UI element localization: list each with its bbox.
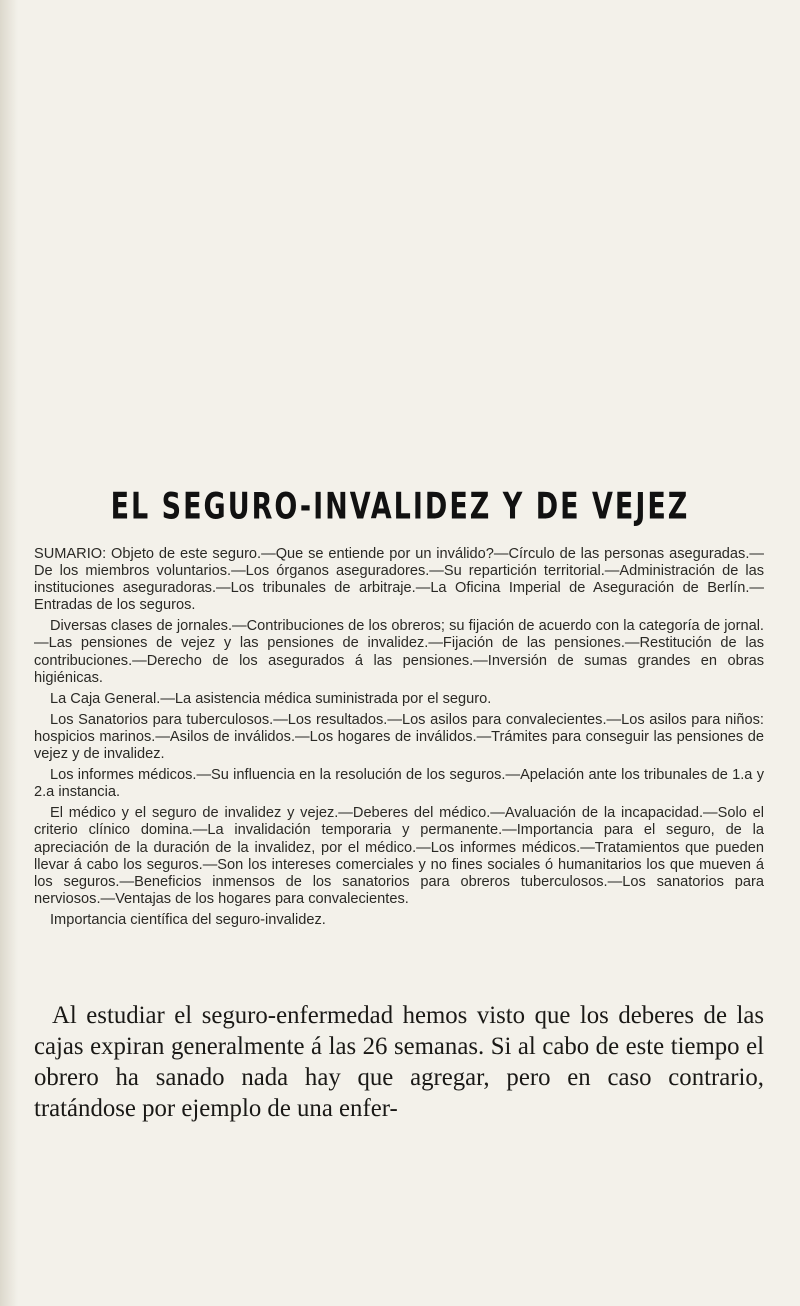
summary-paragraph: Importancia científica del seguro-invalidez. bbox=[50, 911, 326, 928]
summary-paragraph: El médico y el seguro de invalidez y vejez.—Deberes del médico.—Avaluación de la incapacidad.—Solo el criterio clínico domina.—La invalidación temporaria y permanente.—Importancia para el seguro, de la apreciación de la duración de la invalidez, por el médico.—Los informes médicos.—Tratamientos que pueden llevar á cabo los seguros.—Son los intereses comerciales y no fines sociales ó humanitarios los que mueven á los seguros.—Beneficios inmensos de los sanatorios para obreros tuberculosos.—Los sanatorios para nerviosos.—Ventajas de los hogares para convalecientes. bbox=[34, 805, 764, 907]
body-text bbox=[34, 1000, 764, 1124]
chapter-summary bbox=[34, 546, 764, 933]
body-paragraph: Al estudiar el seguro-enfermedad hemos visto que los deberes de las cajas expiran generalmente á las 26 semanas. Si al cabo de este tiempo el obrero ha sanado nada hay que agregar, pero en caso contrario, tratándose por ejemplo de una enfer- bbox=[34, 1002, 764, 1122]
summary-label: SUMARIO: bbox=[34, 546, 107, 562]
summary-paragraph: La Caja General.—La asistencia médica suministrada por el seguro. bbox=[50, 690, 492, 707]
summary-paragraph bbox=[34, 546, 764, 614]
summary-paragraph: Los Sanatorios para tuberculosos.—Los resultados.—Los asilos para convalecientes.—Los asilos para niños: hospicios marinos.—Asilos de inválidos.—Los hogares de inválidos.—Trámites para conseguir las pensiones de vejez y de invalidez. bbox=[34, 711, 764, 763]
page-edge-shadow bbox=[0, 0, 18, 1306]
chapter-title: EL SEGURO-INVALIDEZ Y DE VEJEZ bbox=[110, 486, 690, 528]
summary-paragraph: Los informes médicos.—Su influencia en la resolución de los seguros.—Apelación ante los tribunales de 1.a y 2.a instancia. bbox=[34, 767, 764, 801]
summary-paragraph: Diversas clases de jornales.—Contribuciones de los obreros; su fijación de acuerdo con la categoría de jornal.—Las pensiones de vejez y las pensiones de invalidez.—Fijación de las pensiones.—Restitución de las contribuciones.—Derecho de los asegurados á las pensiones.—Inversión de sumas grandes en obras higiénicas. bbox=[34, 618, 764, 686]
summary-paragraph-text: Objeto de este seguro.—Que se entiende por un inválido?—Círculo de las personas aseguradas.—De los miembros voluntarios.—Los órganos aseguradores.—Su repartición territorial.—Administración de las instituciones aseguradoras.—Los tribunales de arbitraje.—La Oficina Imperial de Aseguración de Berlín.—Entradas de los seguros. bbox=[34, 546, 764, 614]
